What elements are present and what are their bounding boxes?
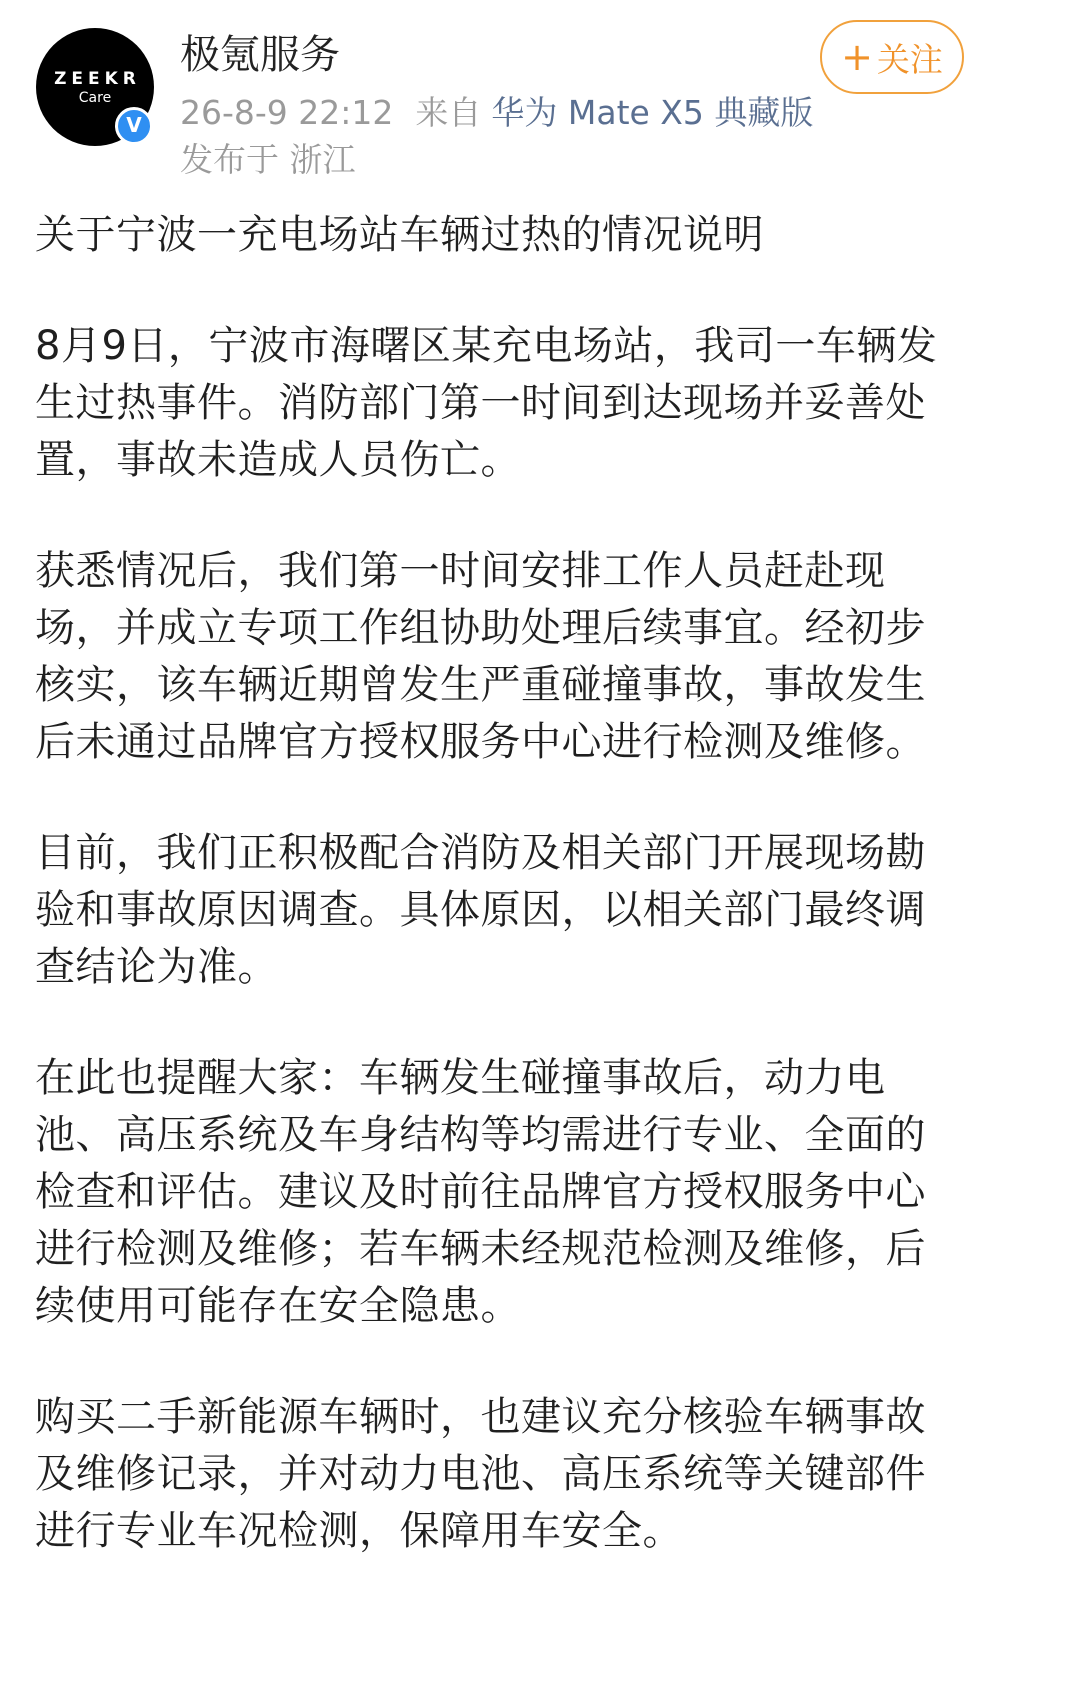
post-paragraph — [35, 318, 1050, 489]
avatar-brand-text: ZEEKR — [54, 68, 141, 89]
post-body — [35, 206, 1050, 1614]
follow-button-label: 关注 — [876, 39, 943, 79]
paragraph-line: 目前，我们正积极配合消防及相关部门开展现场勘 — [35, 830, 926, 876]
paragraph-line: 池、高压系统及车身结构等均需进行专业、全面的 — [35, 1112, 926, 1158]
paragraph-line: 验和事故原因调查。具体原因，以相关部门最终调 — [35, 887, 926, 933]
account-name[interactable]: 极氪服务 — [180, 32, 340, 78]
avatar-sub-text: Care — [78, 89, 112, 106]
paragraph-line: 8月9日，宁波市海曙区某充电场站，我司一车辆发 — [35, 323, 938, 369]
paragraph-line: 获悉情况后，我们第一时间安排工作人员赶赴现 — [35, 548, 886, 594]
post-paragraph — [35, 543, 1050, 771]
post-timestamp: 26-8-9 22:12 — [180, 93, 394, 132]
paragraph-line: 续使用可能存在安全隐患。 — [35, 1283, 521, 1329]
paragraph-line: 查结论为准。 — [35, 944, 278, 990]
source-prefix: 来自 — [415, 93, 482, 132]
source-device-link[interactable]: 华为 Mate X5 典藏版 — [491, 93, 814, 132]
paragraph-line: 检查和评估。建议及时前往品牌官方授权服务中心 — [35, 1169, 926, 1215]
paragraph-line: 核实，该车辆近期曾发生严重碰撞事故，事故发生 — [35, 662, 926, 708]
paragraph-line: 进行专业车况检测，保障用车安全。 — [35, 1508, 683, 1554]
paragraph-line: 进行检测及维修；若车辆未经规范检测及维修，后 — [35, 1226, 926, 1272]
post-meta — [180, 92, 813, 134]
paragraph-line: 生过热事件。消防部门第一时间到达现场并妥善处 — [35, 380, 926, 426]
post-title: 关于宁波一充电场站车辆过热的情况说明 — [35, 212, 764, 258]
paragraph-line: 及维修记录，并对动力电池、高压系统等关键部件 — [35, 1451, 926, 1497]
verified-badge-icon: V — [115, 107, 153, 145]
paragraph-line: 后未通过品牌官方授权服务中心进行检测及维修。 — [35, 719, 926, 765]
post-paragraph — [35, 1389, 1050, 1560]
paragraph-line: 场，并成立专项工作组协助处理后续事宜。经初步 — [35, 605, 926, 651]
paragraph-line: 置，事故未造成人员伤亡。 — [35, 437, 521, 483]
follow-button[interactable] — [820, 20, 964, 94]
paragraph-line: 购买二手新能源车辆时，也建议充分核验车辆事故 — [35, 1394, 926, 1440]
post-paragraph — [35, 825, 1050, 996]
plus-icon: + — [841, 35, 873, 79]
paragraph-line: 在此也提醒大家：车辆发生碰撞事故后，动力电 — [35, 1055, 886, 1101]
post-location: 发布于 浙江 — [180, 140, 356, 179]
post-header — [0, 0, 1080, 200]
post-paragraph — [35, 1050, 1050, 1335]
